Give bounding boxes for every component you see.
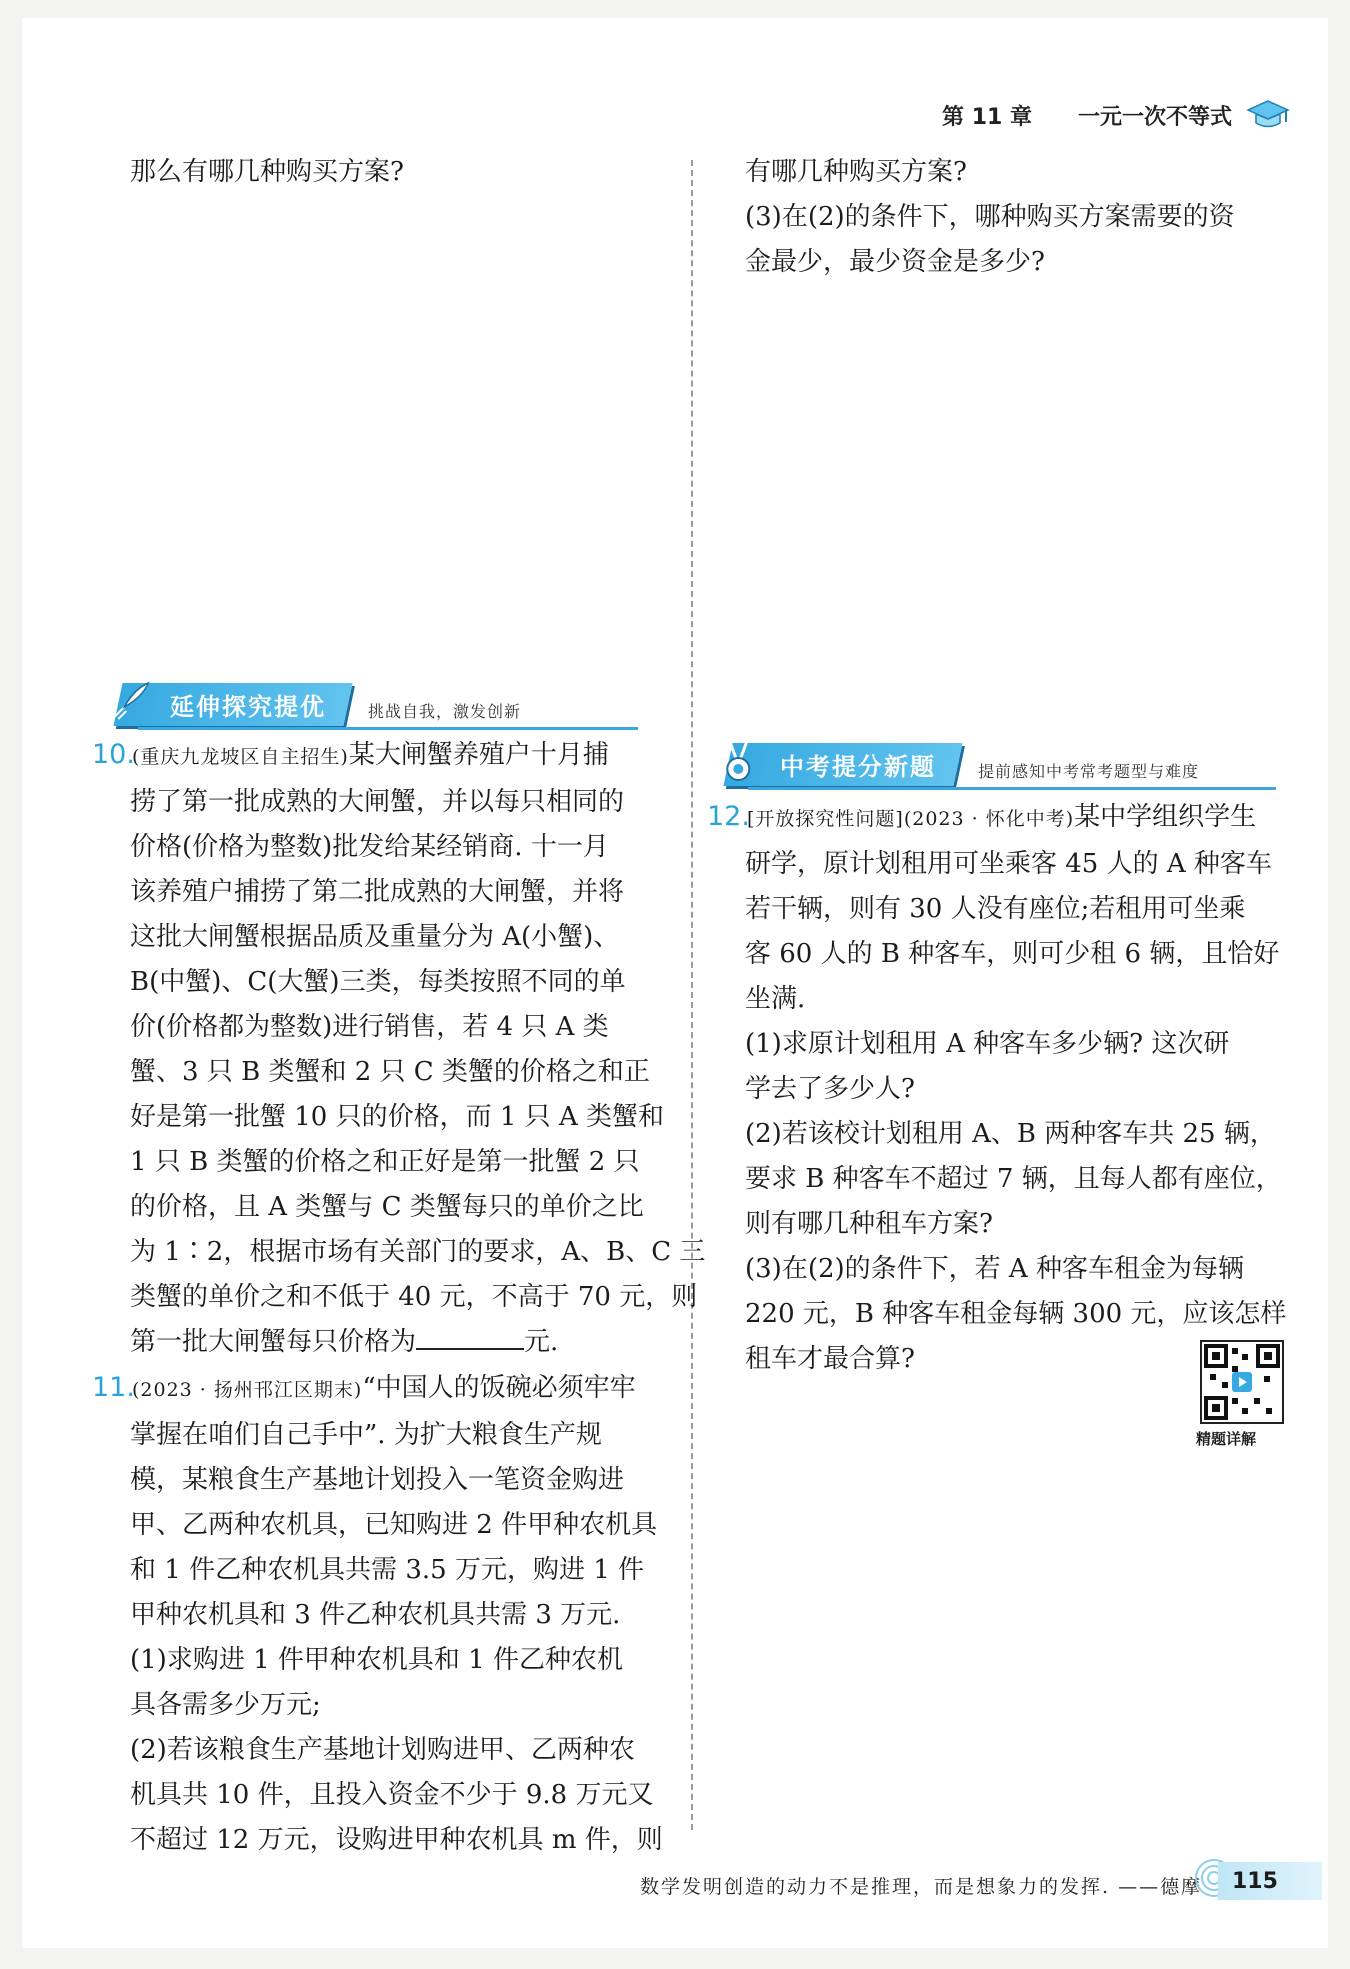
question-line: 甲、乙两种农机具，已知购进 2 件甲种农机具 bbox=[130, 1510, 658, 1540]
banner-underline bbox=[748, 787, 1276, 790]
chapter-header bbox=[942, 98, 1290, 132]
question-line: 甲种农机具和 3 件乙种农机具共需 3 万元. bbox=[130, 1600, 621, 1630]
question-line: “中国人的饭碗必须牢牢 bbox=[362, 1373, 636, 1403]
column-divider bbox=[691, 160, 693, 1830]
question-line: (1)求原计划租用 A 种客车多少辆? 这次研 bbox=[745, 1029, 1230, 1059]
medal-icon bbox=[714, 739, 762, 787]
footer-quote: 数学发明创造的动力不是推理，而是想象力的发挥. ——德摩 bbox=[640, 1876, 1203, 1898]
page-number: 115 bbox=[1218, 1862, 1322, 1900]
question-line: (2)若该粮食生产基地计划购进甲、乙两种农 bbox=[130, 1735, 635, 1765]
question-12 bbox=[707, 794, 1290, 1382]
question-line: 和 1 件乙种农机具共需 3.5 万元，购进 1 件 bbox=[130, 1555, 645, 1585]
right-column bbox=[745, 150, 1290, 285]
left-column bbox=[130, 150, 675, 195]
graduation-cap-icon bbox=[1246, 98, 1290, 132]
banner-underline bbox=[138, 727, 638, 730]
banner-extension bbox=[118, 682, 638, 726]
question-line: (1)求购进 1 件甲种农机具和 1 件乙种农机 bbox=[130, 1645, 623, 1675]
question-line: 客 60 人的 B 种客车，则可少租 6 辆，且恰好 bbox=[745, 939, 1280, 969]
question-line: (2)若该校计划租用 A、B 两种客车共 25 辆， bbox=[745, 1119, 1276, 1149]
question-line: 220 元，B 种客车租金每辆 300 元，应该怎样 bbox=[745, 1299, 1287, 1329]
banner-subtitle: 提前感知中考常考题型与难度 bbox=[978, 762, 1200, 781]
question-line: 为 1∶2，根据市场有关部门的要求，A、B、C 三 bbox=[130, 1237, 706, 1267]
question-line: 则有哪几种租车方案? bbox=[745, 1209, 993, 1239]
question-line: 金最少，最少资金是多少? bbox=[745, 247, 1045, 277]
question-line: 掌握在咱们自己手中”. 为扩大粮食生产规 bbox=[130, 1420, 602, 1450]
question-line: 要求 B 种客车不超过 7 辆，且每人都有座位， bbox=[745, 1164, 1282, 1194]
left-top-line: 那么有哪几种购买方案? bbox=[130, 157, 404, 187]
banner-title: 延伸探究提优 bbox=[113, 683, 352, 726]
question-line: 该养殖户捕捞了第二批成熟的大闸蟹，并将 bbox=[130, 877, 625, 907]
question-line: 有哪几种购买方案? bbox=[745, 157, 967, 187]
question-line: 捞了第一批成熟的大闸蟹，并以每只相同的 bbox=[130, 787, 625, 817]
question-line: (3)在(2)的条件下，哪种购买方案需要的资 bbox=[745, 202, 1235, 232]
question-line: 的价格，且 A 类蟹与 C 类蟹每只的单价之比 bbox=[130, 1192, 644, 1222]
banner-subtitle: 挑战自我，激发创新 bbox=[368, 702, 522, 721]
question-line: 某中学组织学生 bbox=[1074, 802, 1257, 832]
chapter-number: 第 11 章 bbox=[942, 104, 1032, 130]
question-line: 模，某粮食生产基地计划投入一笔资金购进 bbox=[130, 1465, 625, 1495]
qr-code-icon[interactable] bbox=[1200, 1340, 1284, 1424]
question-line: 研学，原计划租用可坐乘客 45 人的 A 种客车 bbox=[745, 849, 1272, 879]
question-line: 坐满. bbox=[745, 984, 806, 1014]
question-number: 11. bbox=[92, 1372, 135, 1403]
question-line: 好是第一批蟹 10 只的价格，而 1 只 A 类蟹和 bbox=[130, 1102, 664, 1132]
question-line: 若干辆，则有 30 人没有座位;若租用可坐乘 bbox=[745, 894, 1246, 924]
question-source: (2023 · 扬州邗江区期末) bbox=[132, 1379, 363, 1401]
question-source: [开放探究性问题](2023 · 怀化中考) bbox=[747, 808, 1075, 830]
question-line: 机具共 10 件，且投入资金不少于 9.8 万元又 bbox=[130, 1780, 654, 1810]
question-10 bbox=[92, 732, 706, 1863]
banner-exam bbox=[728, 742, 1276, 786]
question-line: 具各需多少万元; bbox=[130, 1690, 321, 1720]
qr-caption: 精题详解 bbox=[1196, 1430, 1257, 1448]
rocket-icon bbox=[104, 679, 152, 727]
question-line: 价格(价格为整数)批发给某经销商. 十一月 bbox=[130, 832, 609, 862]
question-line: 不超过 12 万元，设购进甲种农机具 m 件，则 bbox=[130, 1825, 663, 1855]
question-line: 元. bbox=[524, 1327, 559, 1357]
question-line: 第一批大闸蟹每只价格为 bbox=[130, 1327, 417, 1357]
answer-blank[interactable] bbox=[416, 1322, 524, 1350]
question-line: 类蟹的单价之和不低于 40 元，不高于 70 元，则 bbox=[130, 1282, 698, 1312]
question-number: 12. bbox=[707, 801, 750, 832]
question-line: B(中蟹)、C(大蟹)三类，每类按照不同的单 bbox=[130, 967, 626, 997]
question-line: 某大闸蟹养殖户十月捕 bbox=[348, 740, 609, 770]
question-line: 学去了多少人? bbox=[745, 1074, 915, 1104]
question-number: 10. bbox=[92, 739, 135, 770]
question-source: (重庆九龙坡区自主招生) bbox=[132, 746, 349, 768]
question-line: (3)在(2)的条件下，若 A 种客车租金为每辆 bbox=[745, 1254, 1244, 1284]
question-line: 这批大闸蟹根据品质及重量分为 A(小蟹)、 bbox=[130, 922, 620, 952]
chapter-title: 一元一次不等式 bbox=[1077, 104, 1232, 130]
question-line: 租车才最合算? bbox=[745, 1344, 915, 1374]
question-line: 蟹、3 只 B 类蟹和 2 只 C 类蟹的价格之和正 bbox=[130, 1057, 650, 1087]
question-line: 1 只 B 类蟹的价格之和正好是第一批蟹 2 只 bbox=[130, 1147, 640, 1177]
question-line: 价(价格都为整数)进行销售，若 4 只 A 类 bbox=[130, 1012, 609, 1042]
banner-title: 中考提分新题 bbox=[723, 743, 962, 786]
